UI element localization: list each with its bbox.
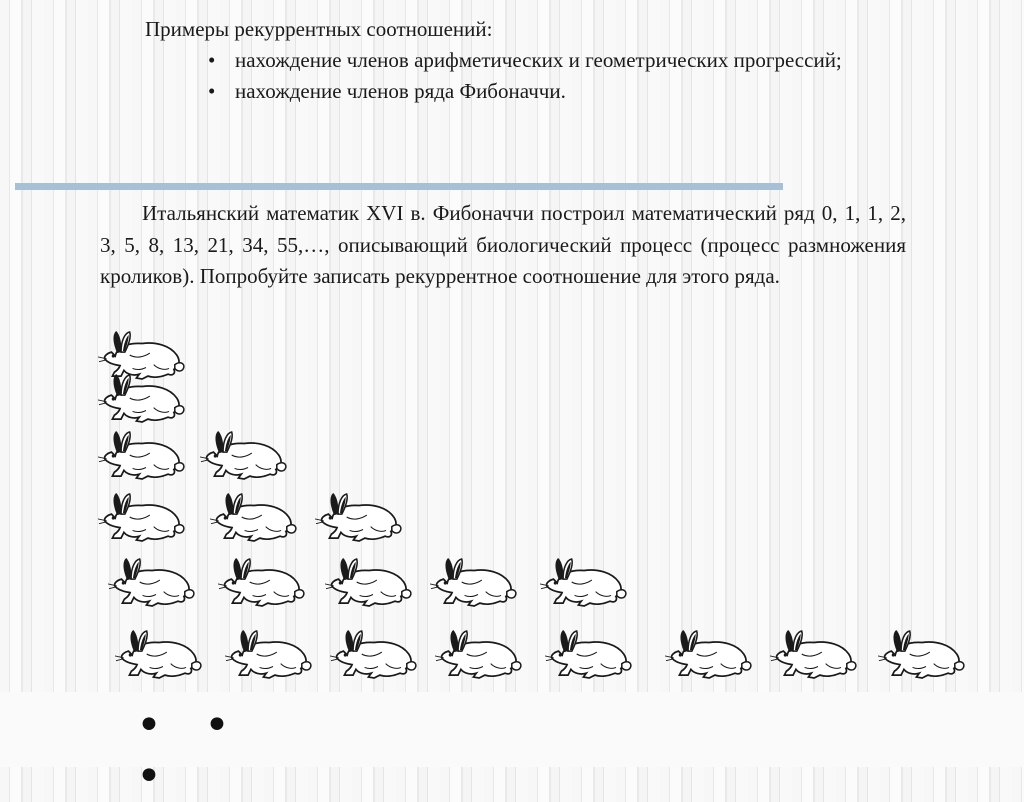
ellipsis-dots: • • • — [136, 700, 244, 802]
bullet-text: нахождение членов арифметических и геометрических прогрессий; — [235, 48, 842, 72]
rabbit-icon — [545, 624, 641, 684]
rabbit-icon — [770, 624, 866, 684]
rabbit-icon — [330, 624, 426, 684]
rabbit-icon — [98, 425, 194, 485]
rabbit-icon — [435, 624, 531, 684]
rabbit-icon — [665, 624, 761, 684]
rabbit-icon — [315, 487, 411, 547]
rabbit-icon — [325, 552, 421, 612]
rabbit-icon — [200, 425, 296, 485]
fibonacci-paragraph: Итальянский математик XVI в. Фибоначчи построил математический ряд 0, 1, 1, 2, 3, 5, 8, 13, 21, 34, 55,…, описывающий биологический процесс (процесс размножения кроликов). Попробуйте записать рекуррентное соотношение для этого ряда. — [100, 201, 906, 288]
rabbit-icon — [98, 368, 194, 428]
rabbit-icon — [878, 624, 974, 684]
rabbit-icon — [98, 487, 194, 547]
rabbit-icon — [540, 552, 636, 612]
rabbit-icon — [210, 487, 306, 547]
rabbit-icon — [115, 624, 211, 684]
bullet-dot-icon: • — [208, 79, 216, 103]
rabbit-icon — [430, 552, 526, 612]
rabbit-icon — [218, 552, 314, 612]
rabbit-icon — [108, 552, 204, 612]
intro-heading: Примеры рекуррентных соотношений: — [145, 17, 493, 41]
bullet-dot-icon: • — [208, 48, 216, 72]
bullet-text: нахождение членов ряда Фибоначчи. — [235, 79, 566, 103]
rabbit-icon — [225, 624, 321, 684]
